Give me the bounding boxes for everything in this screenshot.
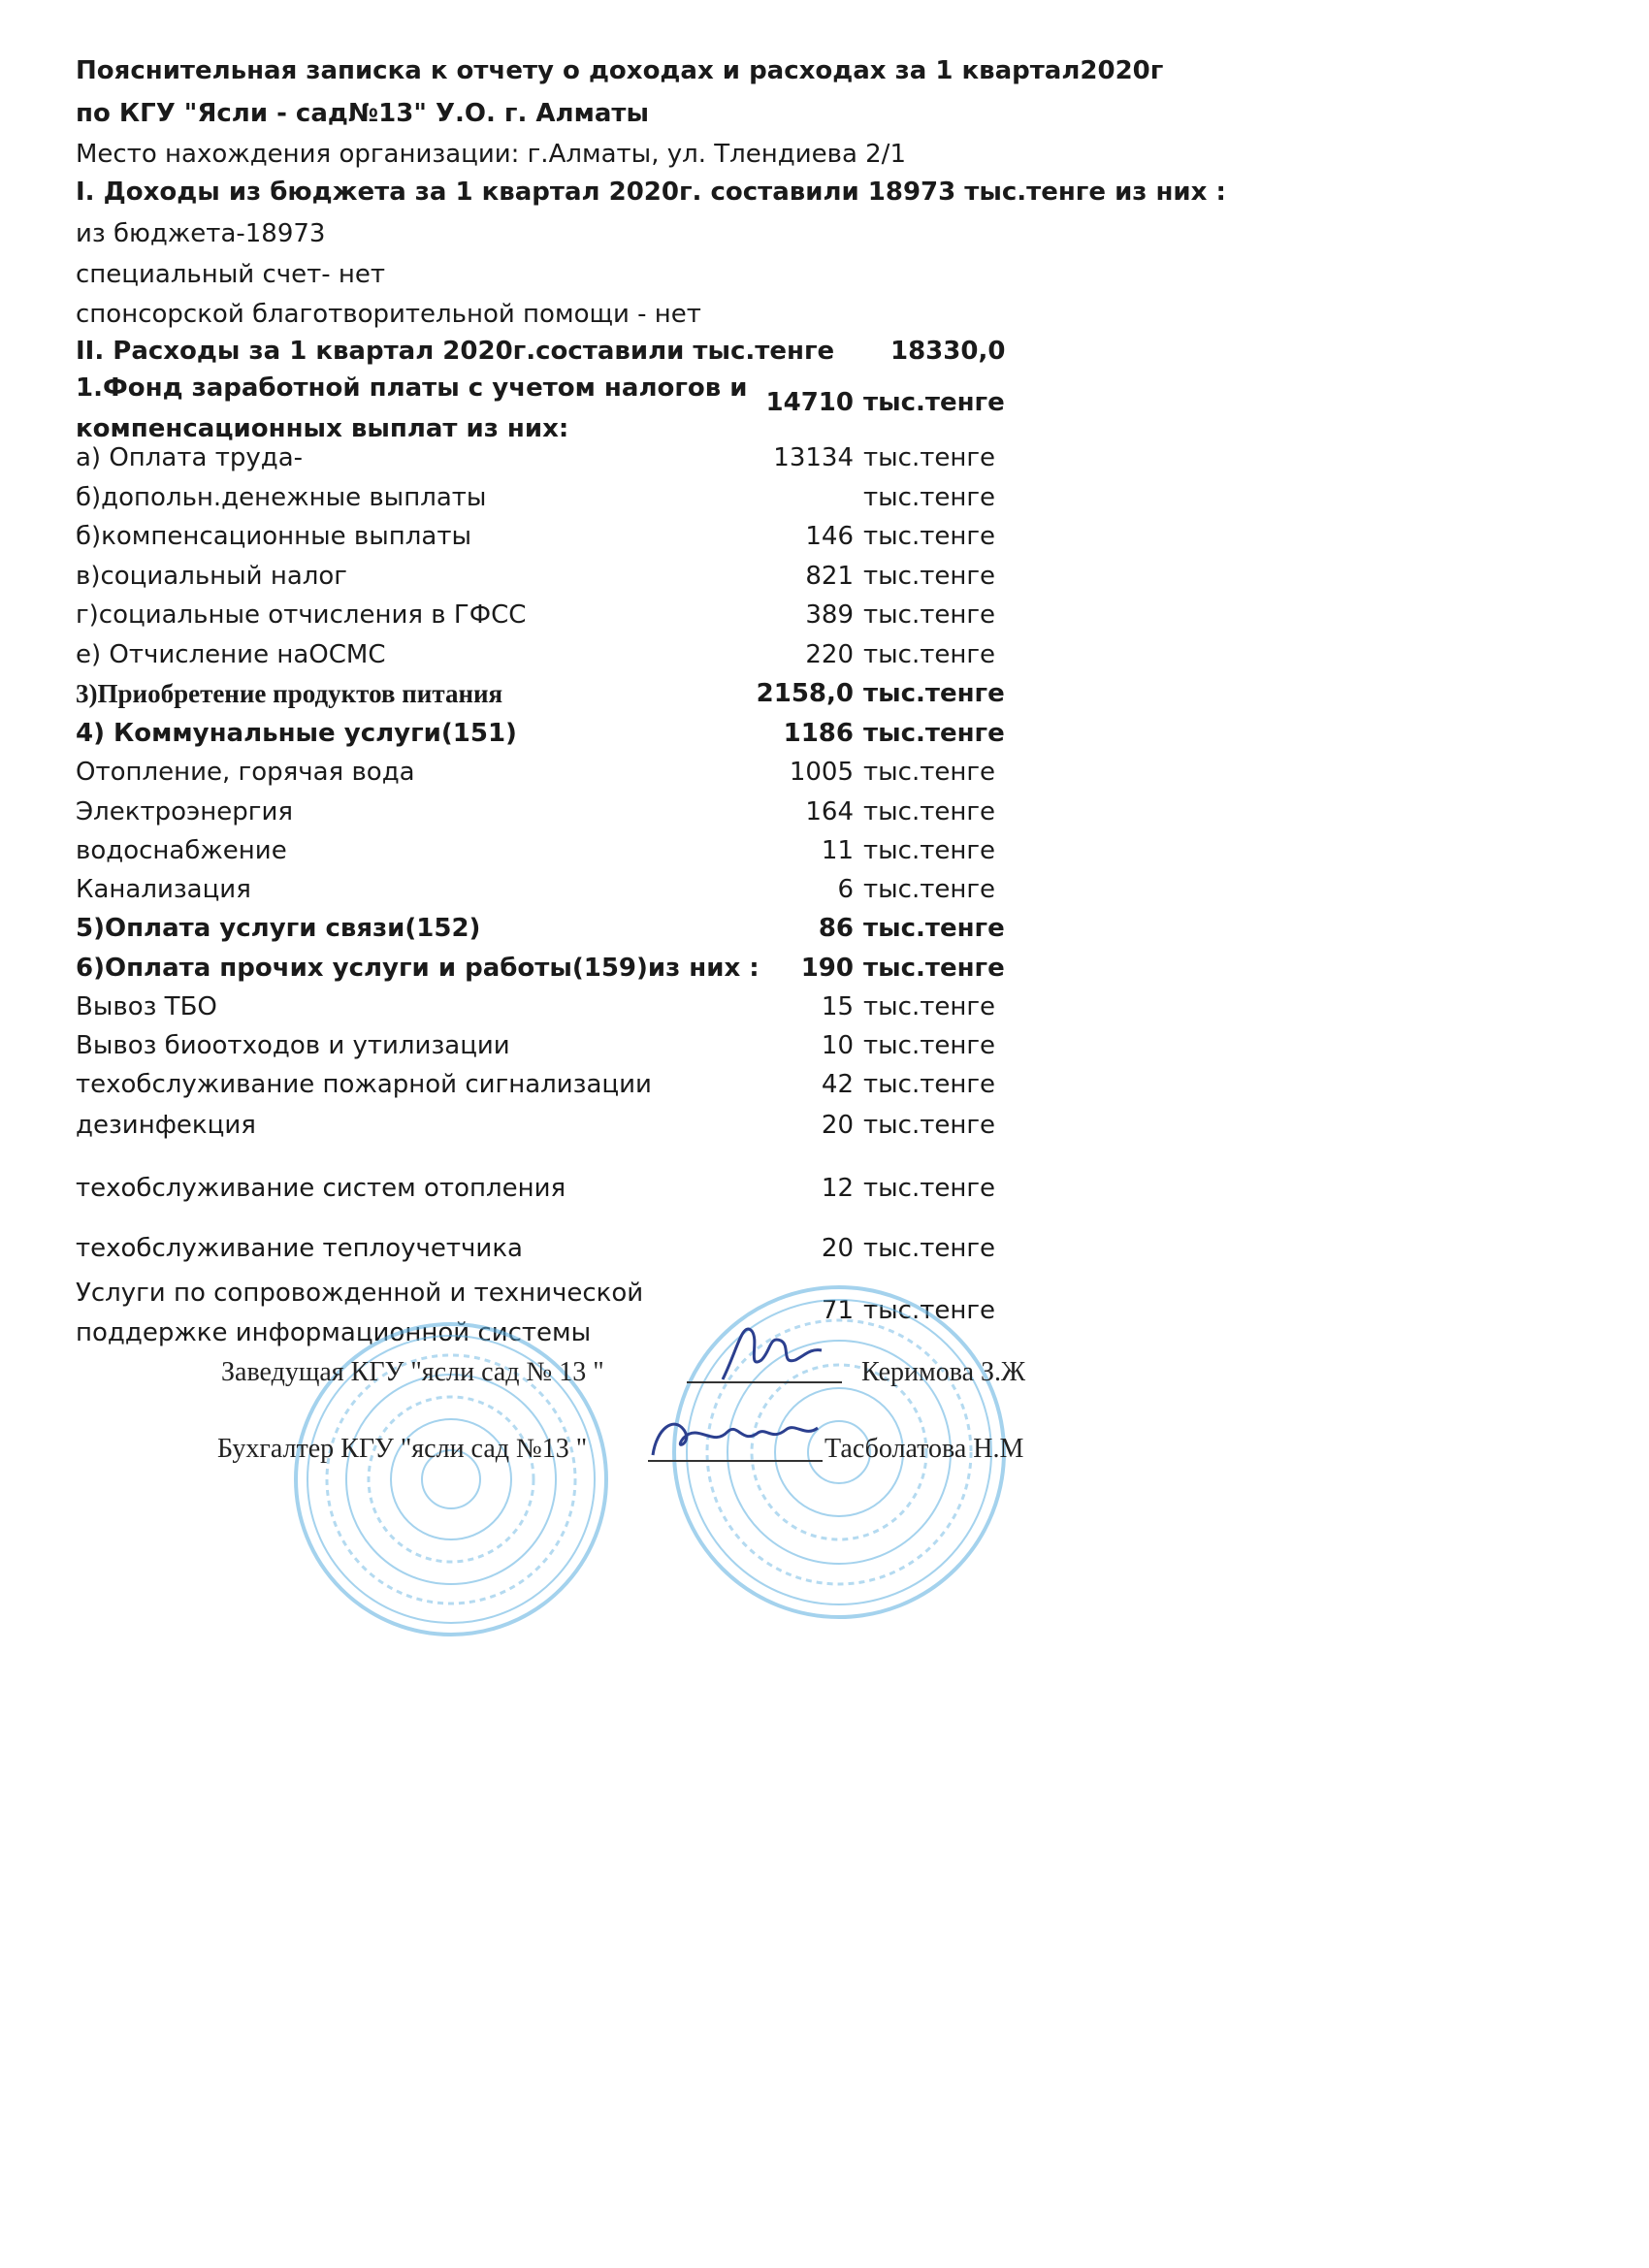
amount-value: 14710 bbox=[765, 388, 854, 417]
amount-value: 71 bbox=[821, 1296, 854, 1325]
amount-value: 13134 bbox=[773, 443, 854, 472]
amount-value: 389 bbox=[805, 600, 854, 630]
expense-row-label: дезинфекция bbox=[76, 1111, 256, 1140]
amount-value: 1186 bbox=[783, 719, 854, 748]
amount-value: 2158,0 bbox=[756, 679, 854, 708]
amount-unit: тыс.тенге bbox=[863, 443, 996, 472]
amount-value: 6 bbox=[837, 875, 854, 904]
wage-fund-label-1: 1.Фонд заработной платы с учетом налогов и bbox=[76, 373, 748, 403]
expense-row-label: техобслуживание теплоучетчика bbox=[76, 1234, 523, 1263]
expense-row-label: Электроэнергия bbox=[76, 797, 293, 826]
expense-row-amount bbox=[737, 1232, 995, 1265]
expense-row-label: водоснабжение bbox=[76, 836, 287, 865]
expense-row-amount bbox=[737, 795, 995, 828]
amount-value: 1005 bbox=[789, 758, 854, 787]
amount-unit: тыс.тенге bbox=[863, 1174, 996, 1203]
expense-row-label: е) Отчисление наОСМС bbox=[76, 640, 386, 669]
amount-unit: тыс.тенге bbox=[863, 1070, 996, 1099]
expense-row-amount bbox=[737, 912, 1005, 945]
head-signature-label: Заведущая КГУ "ясли сад № 13 " bbox=[221, 1357, 604, 1387]
amount-value: 164 bbox=[805, 797, 854, 826]
expense-row-amount bbox=[737, 677, 1005, 710]
expense-row-amount bbox=[737, 520, 995, 553]
amount-value: 20 bbox=[821, 1234, 854, 1263]
amount-unit: тыс.тенге bbox=[863, 797, 996, 826]
expense-row-label: Вывоз биоотходов и утилизации bbox=[76, 1031, 510, 1060]
expense-row-label: 3)Приобретение продуктов питания bbox=[76, 679, 503, 708]
info-system-label-2: поддержке информационной системы bbox=[76, 1318, 592, 1347]
amount-unit: тыс.тенге bbox=[863, 640, 996, 669]
expense-row-amount bbox=[737, 873, 995, 906]
handwritten-signature-icon bbox=[645, 1409, 824, 1469]
expense-row-amount bbox=[737, 834, 995, 867]
income-heading: I. Доходы из бюджета за 1 квартал 2020г. составили 18973 тыс.тенге из них : bbox=[76, 178, 1226, 207]
income-line: спонсорской благотворительной помощи - нет bbox=[76, 300, 701, 329]
amount-unit: тыс.тенге bbox=[863, 483, 996, 512]
amount-value: 42 bbox=[821, 1070, 854, 1099]
amount-value: 146 bbox=[805, 522, 854, 551]
amount-value: 86 bbox=[818, 914, 854, 943]
amount-unit: тыс.тенге bbox=[863, 679, 1005, 708]
expense-row-label: б)допольн.денежные выплаты bbox=[76, 483, 487, 512]
expense-row-label: в)социальный налог bbox=[76, 562, 347, 591]
expense-row-label: техобслуживание систем отопления bbox=[76, 1174, 566, 1203]
expense-row-amount bbox=[737, 481, 995, 514]
amount-unit: тыс.тенге bbox=[863, 875, 996, 904]
amount-unit: тыс.тенге bbox=[863, 1234, 996, 1263]
amount-unit: тыс.тенге bbox=[863, 1031, 996, 1060]
expense-row-amount bbox=[737, 990, 995, 1023]
amount-unit: тыс.тенге bbox=[863, 600, 996, 630]
amount-unit: тыс.тенге bbox=[863, 719, 1005, 748]
income-line: из бюджета-18973 bbox=[76, 219, 326, 248]
amount-value: 220 bbox=[805, 640, 854, 669]
amount-unit: тыс.тенге bbox=[863, 914, 1005, 943]
expense-row-amount bbox=[737, 1172, 995, 1205]
amount-unit: тыс.тенге bbox=[863, 758, 996, 787]
expense-row-label: б)компенсационные выплаты bbox=[76, 522, 471, 551]
wage-fund-label-2: компенсационных выплат из них: bbox=[76, 414, 569, 443]
expense-row-amount bbox=[737, 638, 995, 671]
title-line-2: по КГУ "Ясли - сад№13" У.О. г. Алматы bbox=[76, 99, 649, 128]
expense-row-amount bbox=[737, 560, 995, 593]
expense-row-amount bbox=[737, 1109, 995, 1142]
expense-row-label: а) Оплата труда- bbox=[76, 443, 304, 472]
amount-unit: тыс.тенге bbox=[863, 992, 996, 1021]
expenses-heading: II. Расходы за 1 квартал 2020г.составили тыс.тенге bbox=[76, 337, 835, 366]
amount-unit: тыс.тенге bbox=[863, 562, 996, 591]
expense-row-amount bbox=[737, 952, 1005, 985]
expense-row-label: 6)Оплата прочих услуги и работы(159)из них : bbox=[76, 954, 760, 983]
amount-unit: тыс.тенге bbox=[863, 388, 1005, 417]
accountant-signature-label: Бухгалтер КГУ "ясли сад №13 " bbox=[217, 1434, 588, 1464]
amount-value: 190 bbox=[800, 954, 854, 983]
amount-value: 11 bbox=[821, 836, 854, 865]
expense-row-amount bbox=[737, 441, 995, 474]
expense-row-label: Вывоз ТБО bbox=[76, 992, 217, 1021]
amount-value: 15 bbox=[821, 992, 854, 1021]
expense-row-label: техобслуживание пожарной сигнализации bbox=[76, 1070, 652, 1099]
expenses-total: 18330,0 bbox=[890, 337, 1006, 366]
amount-unit: тыс.тенге bbox=[863, 522, 996, 551]
amount-unit: тыс.тенге bbox=[863, 954, 1005, 983]
expense-row-label: Канализация bbox=[76, 875, 251, 904]
income-line: специальный счет- нет bbox=[76, 260, 386, 289]
expense-row-label: 4) Коммунальные услуги(151) bbox=[76, 719, 517, 748]
info-system-label-1: Услуги по сопровожденной и технической bbox=[76, 1279, 644, 1308]
wage-fund-amount bbox=[737, 386, 1005, 419]
expense-row-amount bbox=[737, 756, 995, 789]
expense-row-amount bbox=[737, 599, 995, 632]
expense-row-amount bbox=[737, 1068, 995, 1101]
expense-row-label: г)социальные отчисления в ГФСС bbox=[76, 600, 527, 630]
expense-row-amount bbox=[737, 717, 1005, 750]
expense-row-label: 5)Оплата услуги связи(152) bbox=[76, 914, 481, 943]
amount-value: 20 bbox=[821, 1111, 854, 1140]
title-line-1: Пояснительная записка к отчету о доходах и расходах за 1 квартал2020г bbox=[76, 56, 1164, 85]
amount-value: 10 bbox=[821, 1031, 854, 1060]
amount-unit: тыс.тенге bbox=[863, 1296, 996, 1325]
amount-value: 821 bbox=[805, 562, 854, 591]
expense-row-label: Отопление, горячая вода bbox=[76, 758, 415, 787]
accountant-name: Тасболатова Н.М bbox=[824, 1434, 1024, 1464]
expense-row-amount bbox=[737, 1029, 995, 1062]
location-line: Место нахождения организации: г.Алматы, ул. Тлендиева 2/1 bbox=[76, 140, 906, 169]
amount-value: 12 bbox=[821, 1174, 854, 1203]
head-name: Керимова З.Ж bbox=[861, 1357, 1026, 1387]
amount-unit: тыс.тенге bbox=[863, 836, 996, 865]
handwritten-signature-icon bbox=[713, 1312, 829, 1387]
amount-unit: тыс.тенге bbox=[863, 1111, 996, 1140]
